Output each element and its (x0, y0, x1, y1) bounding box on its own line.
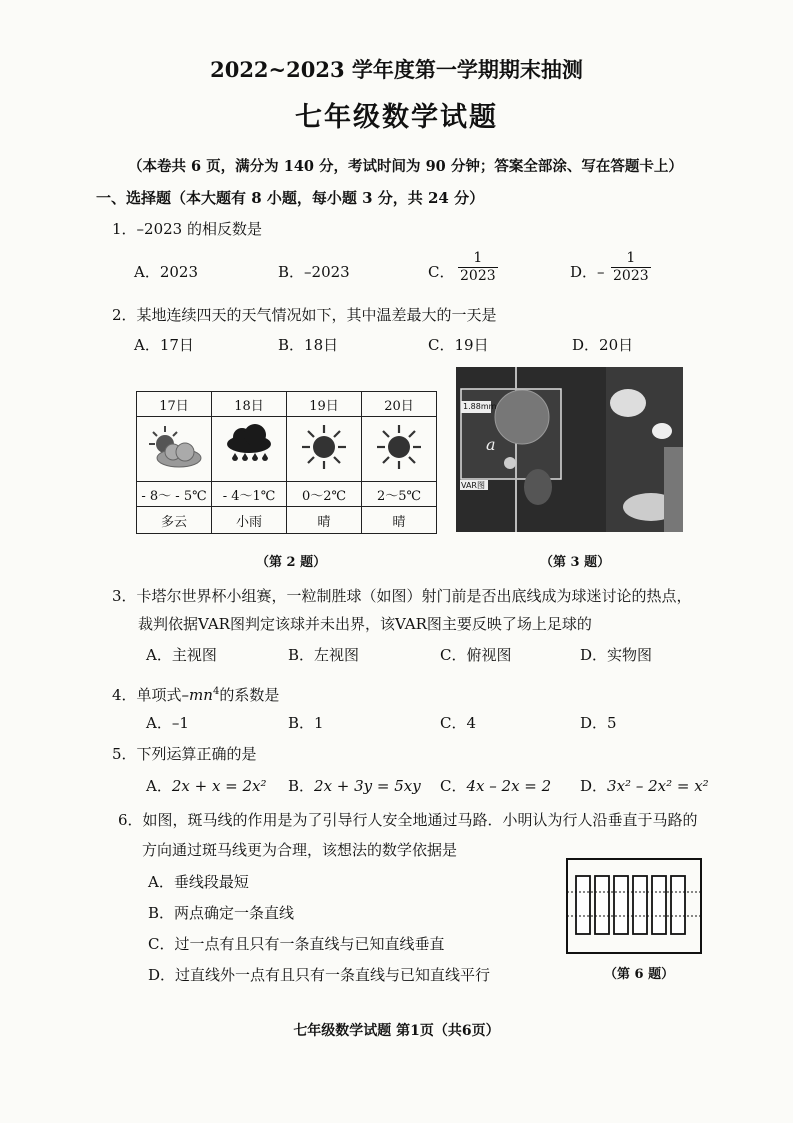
q2-option-b: B．18日 (278, 336, 339, 354)
measure-label: 1.88mm (463, 402, 497, 411)
exam-main-title: 七年级数学试题 (295, 102, 498, 133)
temperature-range: 0～2℃ (287, 482, 362, 507)
q1-option-c-label: C． (428, 263, 455, 281)
q3-option-d: D．实物图 (580, 646, 653, 664)
q1-stem: 1．–2023 的相反数是 (112, 220, 262, 238)
q5-option-a (146, 776, 267, 796)
weather-description: 晴 (362, 507, 437, 534)
option-label: D． (580, 777, 608, 795)
q4-option-d: D．5 (580, 714, 617, 732)
day-header: 17日 (137, 392, 212, 417)
q1-option-c-fraction (458, 250, 498, 285)
q4-stem-post: 的系数是 (219, 686, 280, 704)
rain-cloud-icon (218, 422, 280, 472)
q3-caption: （第 3 题） (540, 555, 611, 570)
weather-description: 小雨 (212, 507, 287, 534)
fraction-denominator: 2023 (460, 268, 496, 284)
temperature-range: - 8～ - 5℃ (137, 482, 212, 507)
weather-description: 晴 (287, 507, 362, 534)
q4-stem (112, 682, 279, 705)
q4-option-a: A．–1 (146, 714, 189, 732)
weather-table (136, 391, 437, 534)
fraction-denominator: 2023 (613, 268, 649, 284)
q1-option-d-fraction (611, 250, 651, 285)
q5-option-d (580, 776, 709, 796)
q3-option-b: B．左视图 (288, 646, 360, 664)
temperature-range: 2～5℃ (362, 482, 437, 507)
sun-icon (368, 422, 430, 472)
q2-option-a: A．17日 (134, 336, 194, 354)
q4-expression: –mn (181, 686, 213, 704)
q5-stem: 5．下列运算正确的是 (112, 745, 257, 763)
weather-icon-cell (137, 417, 212, 482)
q3-stem-line2: 裁判依据VAR图判定该球并未出界，该VAR图主要反映了场上足球的 (138, 615, 592, 633)
q4-exponent: 4 (212, 686, 220, 697)
page-footer: 七年级数学试题 第1页（共6页） (293, 1023, 500, 1039)
day-header: 19日 (287, 392, 362, 417)
option-expression: 3x² – 2x² = x² (607, 777, 709, 795)
q5-option-c (440, 776, 551, 796)
exam-year-title: 2022~2023 学年度第一学期期末抽测 (210, 57, 583, 82)
q1-option-a: A．2023 (134, 263, 199, 281)
q1-option-d-label: D．– (570, 263, 605, 281)
q1-option-b: B．–2023 (278, 263, 350, 281)
zebra-crossing-figure (566, 858, 702, 954)
section-heading: 一、选择题（本大题有 8 小题，每小题 3 分，共 24 分） (96, 189, 485, 207)
q3-option-a: A．主视图 (146, 646, 217, 664)
q6-option-b: B．两点确定一条直线 (148, 904, 295, 922)
q5-option-b (288, 776, 421, 796)
exam-notice: （本卷共 6 页，满分为 140 分，考试时间为 90 分钟；答案全部涂、写在答题卡上） (128, 158, 683, 175)
weather-description: 多云 (137, 507, 212, 534)
option-expression: 2x + 3y = 5xy (314, 777, 421, 795)
q4-option-b: B．1 (288, 714, 324, 732)
q3-option-c: C．俯视图 (440, 646, 512, 664)
var-label: VAR图 (461, 481, 485, 490)
temperature-range: - 4～1℃ (212, 482, 287, 507)
q3-stem-line1: 3．卡塔尔世界杯小组赛，一粒制胜球（如图）射门前是否出底线成为球迷讨论的热点， (112, 587, 692, 605)
q4-stem-pre: 4．单项式 (112, 686, 182, 704)
option-expression: 2x + x = 2x² (171, 777, 267, 795)
q2-option-c: C．19日 (428, 336, 489, 354)
q2-option-d: D．20日 (572, 336, 634, 354)
weather-icon-cell (287, 417, 362, 482)
photo-letter: a (486, 435, 496, 454)
q2-caption: （第 2 题） (256, 555, 327, 570)
var-photo (456, 367, 683, 532)
sun-icon (293, 422, 355, 472)
q6-option-d: D．过直线外一点有且只有一条直线与已知直线平行 (148, 966, 491, 984)
day-header: 20日 (362, 392, 437, 417)
fraction-numerator: 1 (458, 250, 498, 268)
q6-stem-line2: 方向通过斑马线更为合理，该想法的数学依据是 (142, 841, 458, 859)
q2-stem: 2．某地连续四天的天气情况如下，其中温差最大的一天是 (112, 306, 497, 324)
option-label: A． (146, 777, 172, 795)
partly-cloudy-icon (143, 422, 205, 472)
option-expression: 4x – 2x = 2 (466, 777, 552, 795)
q6-option-a: A．垂线段最短 (148, 873, 249, 891)
weather-icon-cell (362, 417, 437, 482)
option-label: B． (288, 777, 315, 795)
q4-option-c: C．4 (440, 714, 477, 732)
q6-stem-line1: 6．如图，斑马线的作用是为了引导行人安全地通过马路．小明认为行人沿垂直于马路的 (118, 811, 698, 829)
q6-option-c: C．过一点有且只有一条直线与已知直线垂直 (148, 935, 445, 953)
option-label: C． (440, 777, 467, 795)
day-header: 18日 (212, 392, 287, 417)
weather-icon-cell (212, 417, 287, 482)
fraction-numerator: 1 (611, 250, 651, 268)
q6-caption: （第 6 题） (604, 967, 675, 982)
